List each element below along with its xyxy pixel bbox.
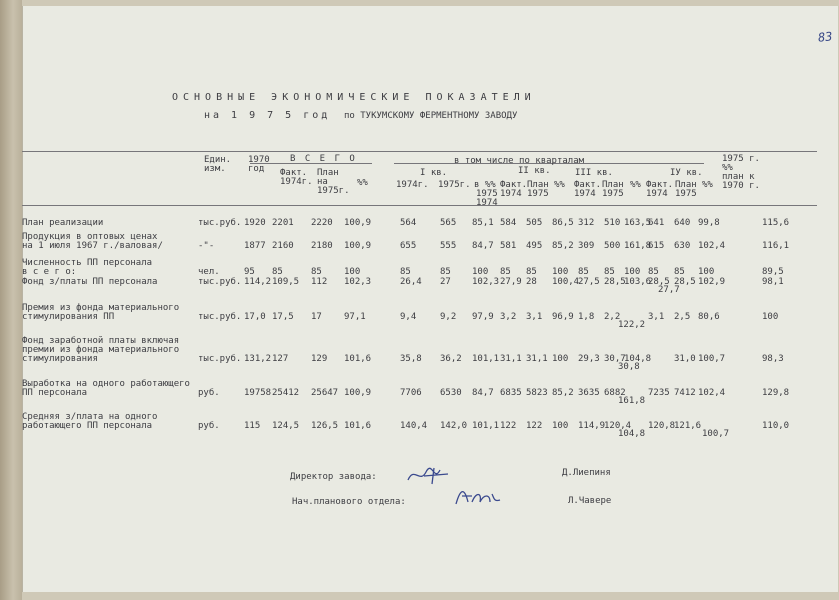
row-label: Численность ПП персонала [22,258,153,268]
table-cell: 99,8 [698,218,720,228]
table-cell: 7706 [400,388,422,398]
table-cell: 100,9 [344,218,372,228]
table-cell: 6530 [440,388,462,398]
document-subtitle-factory: по ТУКУМСКОМУ ФЕРМЕНТНОМУ ЗАВОДУ [344,111,518,121]
table-cell: 100 [762,312,779,322]
table-cell: 163,5 [624,218,652,228]
table-cell: 28 [526,277,537,287]
table-cell: 25647 [311,388,339,398]
row-label: Премия из фонда материального [22,303,180,313]
table-cell: 31,1 [500,354,522,364]
table-cell: 122 [526,421,543,431]
row-label: в с е г о: [22,267,77,277]
table-cell: 27 [440,277,451,287]
table-cell: 85 [578,267,589,277]
table-cell: 85,2 [552,388,574,398]
table-cell: 101,6 [344,354,372,364]
table-cell: 2201 [272,218,294,228]
header-q4: IУ кв. [670,168,703,178]
table-cell: 85 [526,267,537,277]
table-cell: 114,2 [244,277,272,287]
header-quarters-caption: в том числе по кварталам [454,156,585,166]
table-cell: 27,9 [500,277,522,287]
table-cell: 115 [244,421,261,431]
table-cell: 641 [648,218,665,228]
row-unit: руб. [198,421,220,431]
table-cell: 85 [500,267,511,277]
header-q4-fact: Факт. [646,180,674,190]
table-cell-subscript: 27,7 [658,285,680,295]
planning-label: Нач.планового отдела: [292,497,406,507]
header-q4-plan-2: 1975 [675,189,697,199]
table-cell: 122 [500,421,517,431]
table-cell: 28,5 [648,277,670,287]
table-cell: 1920 [244,218,266,228]
table-cell: 102,4 [698,241,726,251]
table-cell: 85 [604,267,615,277]
table-cell: 495 [526,241,543,251]
table-cell: 100,4 [552,277,580,287]
planning-name: Л.Чаверe [568,496,612,506]
header-q1-1975: 1975г. [438,180,471,190]
table-cell: 500 [604,241,621,251]
table-cell: 115,6 [762,218,790,228]
table-cell: 100 [344,267,361,277]
table-cell: 85,2 [552,241,574,251]
table-cell: 98,1 [762,277,784,287]
table-cell: 1877 [244,241,266,251]
director-signature [404,462,456,488]
header-1975: 1975 г. [722,154,760,164]
header-base-year-2: год [248,164,265,174]
row-unit: тыс.руб. [198,312,242,322]
table-cell: 9,4 [400,312,417,322]
table-cell: 114,9 [578,421,606,431]
table-cell: 28,5 [604,277,626,287]
table-cell: 555 [440,241,457,251]
table-cell: 100,7 [698,354,726,364]
table-cell: 3,1 [648,312,665,322]
document-title: ОСНОВНЫЕ ЭКОНОМИЧЕСКИЕ ПОКАЗАТЕЛИ [172,92,536,103]
row-label: Фонд з/платы ПП персонала [22,277,158,287]
table-cell: 85 [272,267,283,277]
table-cell: 124,5 [272,421,300,431]
table-cell: 102,9 [698,277,726,287]
header-q1-ratio: в %% [474,180,496,190]
table-cell: 581 [500,241,517,251]
row-unit: тыс.руб. [198,277,242,287]
row-label: стимулирования [22,354,98,364]
row-label: План реализации [22,218,104,228]
table-cell: 29,3 [578,354,600,364]
table-cell: 102,3 [344,277,372,287]
table-cell: 6882 [604,388,626,398]
binding-edge [0,0,22,600]
table-cell: 2220 [311,218,333,228]
table-cell: 129,8 [762,388,790,398]
table-cell: 584 [500,218,517,228]
table-cell-subscript: 104,8 [618,429,646,439]
table-cell: 85 [674,267,685,277]
table-cell-subscript: 100,7 [702,429,730,439]
table-cell: 84,7 [472,241,494,251]
header-q4-plan: План [675,180,697,190]
table-cell: 17,5 [272,312,294,322]
row-unit: тыс.руб. [198,354,242,364]
table-cell: 140,4 [400,421,428,431]
table-cell: 127 [272,354,289,364]
header-q3: III кв. [575,168,613,178]
table-cell: 3,1 [526,312,543,322]
table-cell: 80,6 [698,312,720,322]
table-cell: 9,2 [440,312,457,322]
table-cell: 36,2 [440,354,462,364]
header-q1: I кв. [420,168,448,178]
table-cell: 19758 [244,388,272,398]
table-cell: 98,3 [762,354,784,364]
table-cell: 97,1 [344,312,366,322]
table-cell: 312 [578,218,595,228]
header-plan-3: 1975г. [317,186,350,196]
table-cell: 100 [552,267,569,277]
table-cell: 102,3 [472,277,500,287]
row-label: ПП персонала [22,388,88,398]
row-label: Выработка на одного работающего [22,379,190,389]
table-cell: 85 [648,267,659,277]
table-cell: 26,4 [400,277,422,287]
table-cell: 101,1 [472,421,500,431]
header-unit-2: изм. [204,164,226,174]
header-plan-2: на [317,177,328,187]
table-cell-subscript: 122,2 [618,320,646,330]
director-label: Директор завода: [290,472,377,482]
table-cell: 100 [624,267,641,277]
table-cell: 17 [311,312,322,322]
row-unit: руб. [198,388,220,398]
header-bottom-rule [22,205,817,206]
table-cell: 100,9 [344,241,372,251]
table-cell: 161,8 [624,241,652,251]
header-pct: %% [357,178,368,188]
director-name: Д.Лиепиня [562,468,611,478]
row-label: стимулирования ПП [22,312,115,322]
row-unit: -"- [198,241,215,251]
table-cell: 100 [472,267,489,277]
table-cell: 7235 [648,388,670,398]
document-page [22,6,838,592]
table-cell: 129 [311,354,328,364]
table-cell: 86,5 [552,218,574,228]
table-cell: 100 [552,354,569,364]
table-cell: 120,8 [648,421,676,431]
header-1975-4: 1970 г. [722,181,760,191]
header-q1-ratio-2: 1975 [476,189,498,199]
table-cell: 101,6 [344,421,372,431]
header-q2-plan: План [527,180,549,190]
table-cell: 655 [400,241,417,251]
table-cell: 35,8 [400,354,422,364]
table-cell: 100,9 [344,388,372,398]
row-unit: чел. [198,267,220,277]
table-cell: 100 [698,267,715,277]
row-label: Средняя з/плата на одного [22,412,158,422]
table-cell: 121,6 [674,421,702,431]
header-unit: Един. [204,155,232,165]
table-cell: 27,5 [578,277,600,287]
header-1975-2: %% [722,163,733,173]
table-cell: 95 [244,267,255,277]
header-q1-ratio-3: 1974 [476,198,498,208]
header-plan: План [317,168,339,178]
header-q2: II кв. [518,166,551,176]
header-total: В С Е Г О [290,154,357,164]
table-cell: 89,5 [762,267,784,277]
header-q3-pct: %% [630,180,641,190]
row-label: работающего ПП персонала [22,421,153,431]
page-number-handwritten: 83 [817,29,834,45]
table-cell: 640 [674,218,691,228]
table-cell: 7412 [674,388,696,398]
table-cell: 102,4 [698,388,726,398]
header-q2-fact-2: 1974 [500,189,522,199]
table-cell: 85 [400,267,411,277]
table-cell: 84,7 [472,388,494,398]
table-cell: 85 [440,267,451,277]
table-cell: 2,2 [604,312,621,322]
table-cell: 1,8 [578,312,595,322]
header-fact-2: 1974г. [280,177,313,187]
table-cell: 309 [578,241,595,251]
table-cell: 109,5 [272,277,300,287]
table-cell: 110,0 [762,421,790,431]
header-q3-fact-2: 1974 [574,189,596,199]
header-q2-plan-2: 1975 [527,189,549,199]
table-cell: 97,9 [472,312,494,322]
table-cell: 2180 [311,241,333,251]
header-q2-fact: Факт. [500,180,528,190]
table-cell-subscript: 161,8 [618,396,646,406]
row-label: Фонд заработной платы включая [22,336,180,346]
table-cell: 104,8 [624,354,652,364]
table-cell: 17,0 [244,312,266,322]
table-cell: 101,1 [472,354,500,364]
table-cell: 116,1 [762,241,790,251]
table-cell: 31,1 [526,354,548,364]
header-fact: Факт. [280,168,308,178]
header-q1-1974: 1974г. [396,180,429,190]
header-1975-3: план к [722,172,755,182]
header-q4-fact-2: 1974 [646,189,668,199]
table-cell: 85,1 [472,218,494,228]
table-cell: 103,6 [624,277,652,287]
table-cell: 2160 [272,241,294,251]
header-q3-fact: Факт. [574,180,602,190]
header-q4-pct: %% [702,180,713,190]
table-cell: 112 [311,277,328,287]
table-cell: 3,2 [500,312,517,322]
table-cell: 131,2 [244,354,272,364]
table-cell: 126,5 [311,421,339,431]
header-q3-plan-2: 1975 [602,189,624,199]
row-label: Продукция в оптовых ценах [22,232,158,242]
row-label: на 1 июля 1967 г./валовая/ [22,241,163,251]
table-cell: 30,7 [604,354,626,364]
table-cell: 3635 [578,388,600,398]
header-top-rule [22,151,817,152]
table-cell: 2,5 [674,312,691,322]
table-cell: 615 [648,241,665,251]
table-cell: 510 [604,218,621,228]
row-label: премии из фонда материального [22,345,180,355]
table-cell: 25412 [272,388,300,398]
table-cell: 96,9 [552,312,574,322]
table-cell: 100 [552,421,569,431]
header-q2-pct: %% [554,180,565,190]
table-cell: 505 [526,218,543,228]
table-cell: 142,0 [440,421,468,431]
planning-signature [450,482,512,512]
table-cell: 120,4 [604,421,632,431]
table-cell: 5823 [526,388,548,398]
table-cell: 564 [400,218,417,228]
header-q3-plan: План [602,180,624,190]
table-cell: 6835 [500,388,522,398]
table-cell: 85 [311,267,322,277]
table-cell: 630 [674,241,691,251]
table-cell: 31,0 [674,354,696,364]
header-base-year: 1970 [248,155,270,165]
document-subtitle-year: на 1 9 7 5 год [204,110,331,121]
table-cell: 565 [440,218,457,228]
table-cell: 28,5 [674,277,696,287]
row-unit: тыс.руб. [198,218,242,228]
table-cell-subscript: 30,8 [618,362,640,372]
